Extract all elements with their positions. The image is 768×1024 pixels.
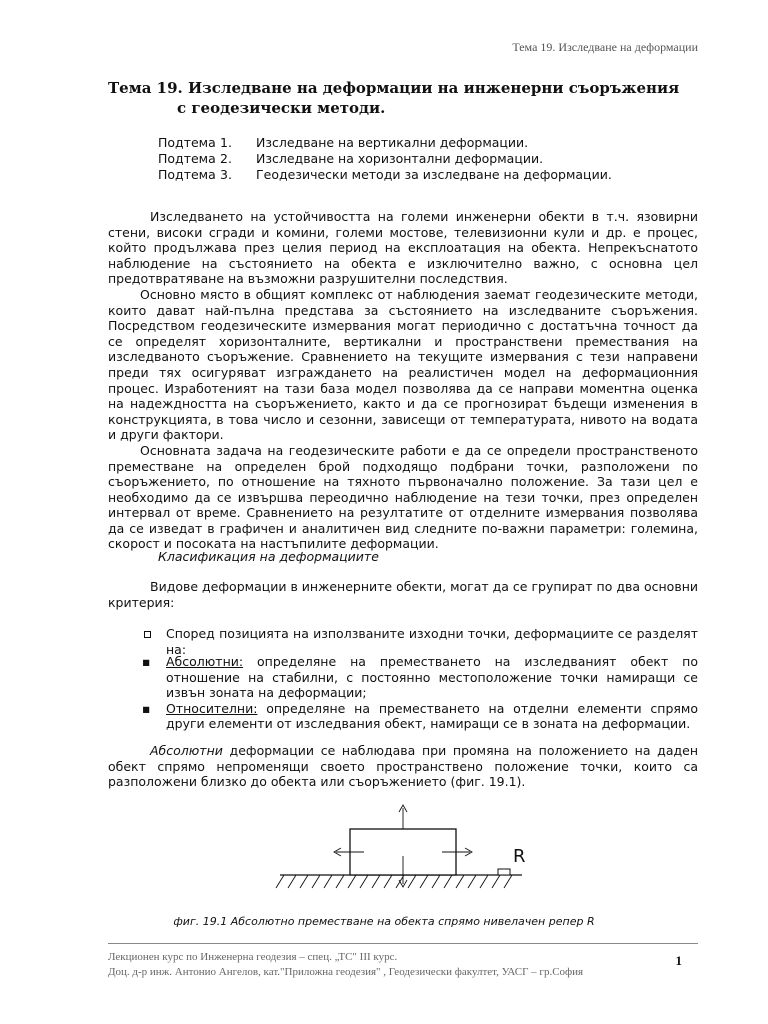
subtopic-item bbox=[158, 151, 612, 167]
subtopic-text: Геодезически методи за изследване на деформации. bbox=[256, 167, 612, 182]
intro-text: Видове деформации в инженерните обекти, могат да се групират по два основни критерия: bbox=[108, 579, 698, 610]
figure-19-1 bbox=[270, 800, 540, 900]
subtopic-text: Изследване на хоризонтални деформации. bbox=[256, 151, 544, 166]
square-bullet-icon bbox=[144, 631, 151, 638]
filled-bullet-icon: ▪ bbox=[142, 654, 151, 669]
ground-hatching bbox=[276, 875, 512, 888]
running-head: Тема 19. Изследване на деформации bbox=[512, 40, 698, 54]
figure-caption: фиг. 19.1 Абсолютно преместване на обекта спрямо нивелачен репер R bbox=[173, 915, 595, 928]
subtopic-number: 1. bbox=[220, 135, 232, 150]
criterion-text: Според позицията на използваните изходни точки, деформациите се разделят на: bbox=[166, 626, 698, 657]
absolute-paragraph bbox=[108, 743, 698, 790]
title-line-2: с геодезически методи. bbox=[177, 99, 386, 117]
benchmark-label: R bbox=[513, 846, 526, 867]
intro-paragraph bbox=[108, 579, 698, 610]
subtopic-number: 2. bbox=[220, 151, 232, 166]
list-item bbox=[140, 626, 698, 657]
page-footer bbox=[108, 950, 698, 980]
subtopic-number: 3. bbox=[220, 167, 232, 182]
relative-definition: определяне на преместването на отделни елементи спрямо други елементи от изследвания обект, намиращи се в зоната на деформации. bbox=[166, 700, 698, 732]
title-line-1: Тема 19. Изследване на деформации на инженерни съоръжения bbox=[108, 79, 680, 97]
section-heading: Класификация на деформациите bbox=[158, 549, 379, 564]
criterion-list bbox=[140, 626, 698, 657]
absolute-paragraph-text: деформации се наблюдава при промяна на положението на даден обект спрямо непроменящи своето пространствено положение точки, които са разположени близко до обекта или съоръжението (фиг. 19.1). bbox=[108, 743, 698, 790]
page-title bbox=[108, 78, 708, 118]
subtopic-item bbox=[158, 167, 612, 183]
page-number: 1 bbox=[675, 953, 682, 968]
footer-divider bbox=[108, 943, 698, 944]
absolute-definition: определяне на преместването на изследваният обект по отношение на стабилни, с постоянно местоположение точки намиращи се извън зоната на деформации; bbox=[166, 654, 698, 701]
paragraph-1: Изследването на устойчивостта на големи инженерни обекти в т.ч. язовирни стени, високи сгради и комини, големи мостове, телевизионни кули и др. е процес, който продължава през целия период на експлоатация на обекта. Непрекъснатото наблюдение на състоянието на обекта е изключително важно, с основна цел предотвратяване на възможни разрушителни последствия. bbox=[108, 209, 698, 287]
benchmark-marker bbox=[498, 869, 510, 875]
term-absolute: Абсолютни: bbox=[166, 654, 244, 669]
paragraph-3: Основната задача на геодезическите работи е да се определи пространственото преместване на определен брой подходящо подбрани точки, разположени по съоръжението, по отношение на тяхното първоначално положение. За тази цел е необходимо да се извършва переодично наблюдение на тези точки, през определен интервал от време. Сравнението на резултатите от отделните измервания позволява да се изведат в графичен и аналитичен вид следните по-важни параметри: големина, скорост и посоката на настъпилите деформации. bbox=[108, 442, 698, 552]
list-item bbox=[140, 701, 698, 732]
subtopic-text: Изследване на вертикални деформации. bbox=[256, 135, 529, 150]
subtopic-item bbox=[158, 135, 612, 151]
subtopic-label: Подтема bbox=[158, 151, 216, 166]
absolute-term-italic: Абсолютни bbox=[150, 743, 223, 758]
footer-line-2: Доц. д-р инж. Антонио Ангелов, кат."Приложна геодезия" , Геодезически факултет, УАСГ – гр.София bbox=[108, 966, 584, 978]
term-relative: Относителни: bbox=[166, 700, 258, 716]
deformation-type-list bbox=[140, 654, 698, 732]
body-paragraphs bbox=[108, 209, 698, 552]
subtopic-label: Подтема bbox=[158, 167, 216, 182]
list-item bbox=[140, 654, 698, 701]
subtopic-label: Подтема bbox=[158, 135, 216, 150]
footer-line-1: Лекционен курс по Инженерна геодезия – спец. „ТС" III курс. bbox=[108, 951, 398, 963]
subtopic-list bbox=[158, 135, 612, 183]
filled-bullet-icon: ▪ bbox=[142, 700, 151, 716]
paragraph-2: Основно място в общият комплекс от наблюдения заемат геодезическите методи, които дават най-пълна представа за състоянието на изследваните съоръжения. Посредством геодезическите измервания могат периодично с достатъчна точност да се определят хоризонталните, вертикални и пространствени премествания на изследваното съоръжение. Сравнението на текущите измервания с тези направени преди тях осигуряват изграждането на реалистичен модел на деформационния процес. Изработеният на тази база модел позволява да се направи моментна оценка на надеждността на съоръжението, както и да се прогнозират бъдещи изменения в конструкцията, в това число и сезонни, зависещи от температурата, нивото на водата и други фактори. bbox=[108, 286, 698, 443]
